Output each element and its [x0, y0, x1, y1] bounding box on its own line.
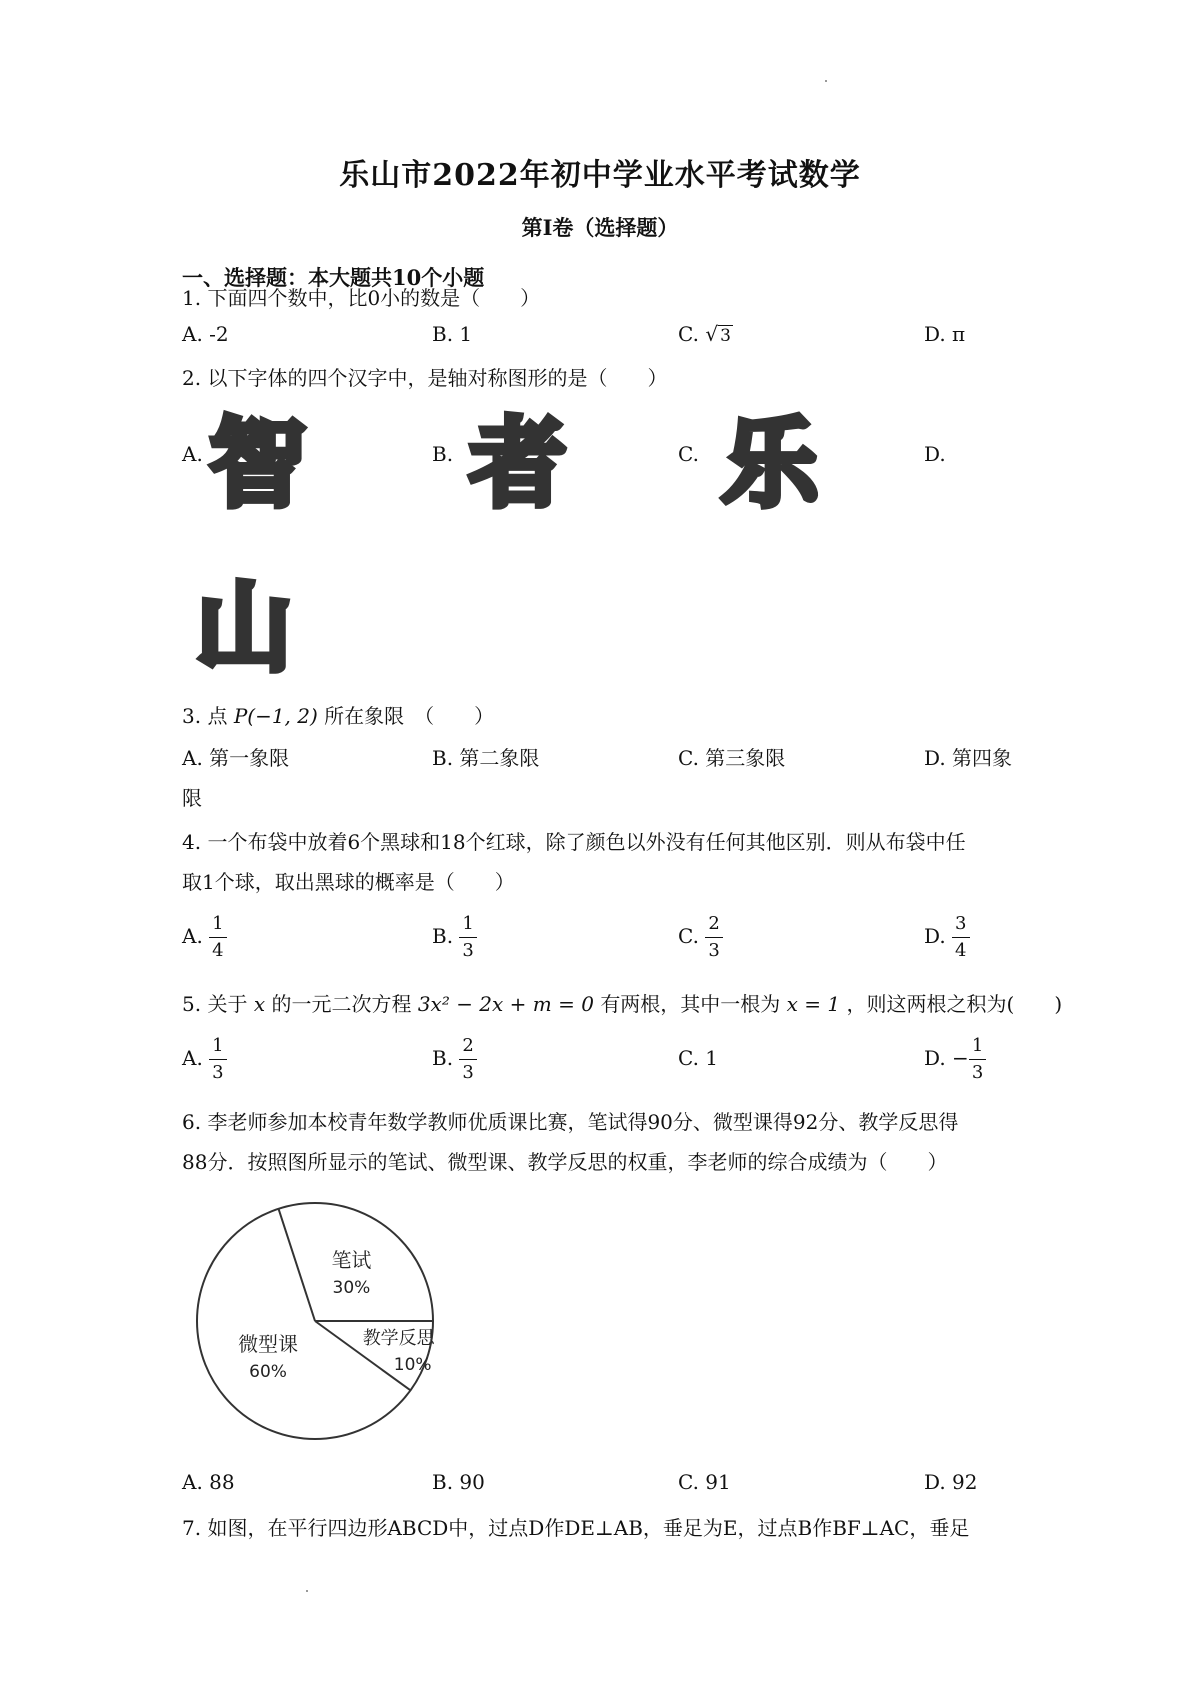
glyph-zhi-image: 智 [210, 408, 306, 520]
sqrt-expression: √ 3 [705, 322, 731, 346]
q3-option-d: D. 第四象 [924, 746, 1013, 770]
negative-sign: − [952, 1046, 969, 1070]
q5-option-b-label: B. [432, 1046, 454, 1070]
q1-option-b: B. 1 [432, 322, 473, 346]
scan-speck [306, 1590, 308, 1592]
q6-option-a: A. 88 [182, 1470, 235, 1494]
pie-slice-label: 笔试 [331, 1247, 372, 1272]
question-1-text: 1. 下面四个数中，比0小的数是（ ） [182, 286, 541, 310]
q4-option-d [924, 912, 970, 963]
numerator: 2 [705, 912, 722, 938]
question-2-text: 2. 以下字体的四个汉字中，是轴对称图形的是（ ） [182, 366, 668, 390]
fraction [952, 912, 969, 963]
denominator: 3 [462, 1062, 474, 1083]
q2-option-c: C. [678, 442, 699, 466]
numerator: 2 [459, 1034, 476, 1060]
q4-option-b-label: B. [432, 924, 454, 948]
q4-option-a [182, 912, 227, 963]
q4-option-d-label: D. [924, 924, 946, 948]
sqrt-radicand: 3 [720, 326, 731, 346]
denominator: 4 [955, 940, 967, 961]
page-title: 乐山市2022年初中学业水平考试数学 [339, 158, 861, 193]
q5-variable: x [253, 992, 266, 1016]
q4-option-c-label: C. [678, 924, 699, 948]
fraction [209, 912, 226, 963]
q5-option-a-label: A. [182, 1046, 203, 1070]
denominator: 3 [212, 1062, 224, 1083]
scan-speck [825, 80, 827, 82]
q5-text-mid: 的一元二次方程 [271, 992, 412, 1016]
q1-option-a: A. -2 [182, 322, 229, 346]
q5-option-d [924, 1034, 986, 1085]
q3-text-pre: 3. 点 [182, 704, 228, 728]
q3-point: P(−1, 2) [233, 704, 318, 728]
q4-option-b [432, 912, 477, 963]
glyph-shan-image: 山 [196, 572, 292, 684]
question-5-text [182, 988, 1062, 1017]
question-4-line-1: 4. 一个布袋中放着6个黑球和18个红球，除了颜色以外没有任何其他区别．则从布袋中任 [182, 830, 966, 854]
denominator: 4 [212, 940, 224, 961]
q5-text-pre: 5. 关于 [182, 992, 248, 1016]
pie-chart [190, 1196, 440, 1446]
q2-option-d: D. [924, 442, 946, 466]
denominator: 3 [971, 1062, 984, 1083]
numerator: 3 [952, 912, 969, 938]
fraction [459, 1034, 476, 1085]
fraction [969, 1034, 986, 1085]
pie-slice-value: 10% [393, 1355, 432, 1376]
q1-option-c [678, 322, 733, 346]
q3-option-b: B. 第二象限 [432, 746, 540, 770]
q4-option-c [678, 912, 723, 963]
numerator: 1 [209, 912, 226, 938]
question-4-line-2: 取1个球，取出黑球的概率是（ ） [182, 870, 515, 894]
q6-option-c: C. 91 [678, 1470, 731, 1494]
q5-text-post: ，则这两根之积为( ) [846, 992, 1063, 1016]
q5-equation: 3x² − 2x + m = 0 [417, 992, 594, 1016]
glyph-zhe-image: 者 [470, 408, 566, 520]
q4-option-a-label: A. [182, 924, 203, 948]
pie-slice-value: 60% [249, 1362, 287, 1383]
q3-option-d-wrap: 限 [182, 786, 202, 810]
q1-option-d: D. π [924, 322, 966, 346]
q1-option-c-label: C. [678, 322, 706, 346]
q5-option-c: C. 1 [678, 1046, 719, 1070]
q5-option-d-label: D. [924, 1046, 946, 1070]
question-6-line-2: 88分．按照图所显示的笔试、微型课、教学反思的权重，李老师的综合成绩为（ ） [182, 1150, 948, 1174]
q2-option-a: A. [182, 442, 203, 466]
fraction [459, 912, 476, 963]
q5-option-b [432, 1034, 477, 1085]
section-heading: 一、选择题：本大题共10个小题 [182, 265, 485, 290]
glyph-le-image: 乐 [722, 408, 818, 520]
q3-option-a: A. 第一象限 [182, 746, 290, 770]
denominator: 3 [462, 940, 474, 961]
pie-slice-value: 30% [332, 1277, 371, 1298]
question-3-text [182, 700, 494, 729]
part-heading: 第Ⅰ卷（选择题） [521, 215, 679, 240]
numerator: 1 [459, 912, 476, 938]
question-7-text: 7. 如图，在平行四边形ABCD中，过点D作DE⊥AB，垂足为E，过点B作BF⊥AC，垂足 [182, 1516, 970, 1540]
fraction [209, 1034, 226, 1085]
pie-slice-label: 教学反思 [362, 1328, 435, 1350]
numerator: 1 [969, 1034, 986, 1060]
numerator: 1 [209, 1034, 226, 1060]
q6-option-b: B. 90 [432, 1470, 485, 1494]
q6-option-d: D. 92 [924, 1470, 978, 1494]
fraction [705, 912, 722, 963]
q3-option-c: C. 第三象限 [678, 746, 786, 770]
denominator: 3 [708, 940, 720, 961]
q2-option-b: B. [432, 442, 454, 466]
q5-text-mid2: 有两根，其中一根为 [600, 992, 781, 1016]
q5-root: x = 1 [786, 992, 841, 1016]
q3-text-post: 所在象限 （ ） [324, 704, 495, 728]
q5-option-a [182, 1034, 227, 1085]
pie-slice-label: 微型课 [238, 1332, 299, 1357]
question-6-line-1: 6. 李老师参加本校青年数学教师优质课比赛，笔试得90分、微型课得92分、教学反思得 [182, 1110, 959, 1134]
